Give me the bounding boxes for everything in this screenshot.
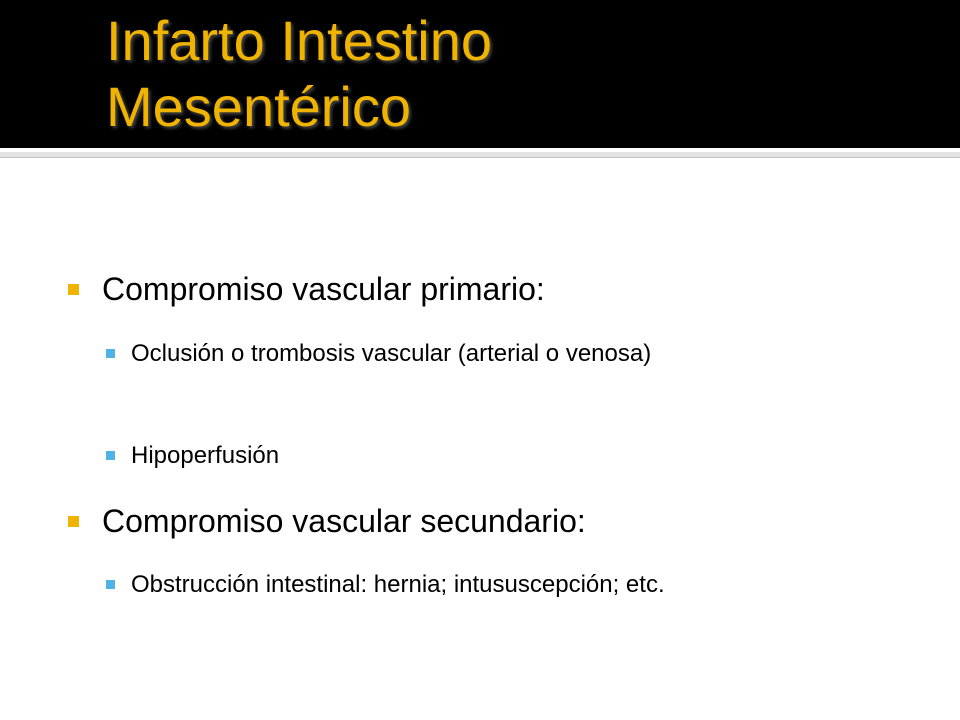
square-sub-bullet-icon: [106, 451, 115, 460]
square-sub-bullet-icon: [106, 580, 115, 589]
square-bullet-icon: [68, 284, 79, 295]
slide-title-line-2: Mesentérico: [106, 75, 412, 138]
bullet-item-2: Compromiso vascular secundario:: [102, 503, 586, 539]
square-sub-bullet-icon: [106, 349, 115, 358]
sub-bullet-item-1-1: Oclusión o trombosis vascular (arterial o venosa): [131, 340, 652, 367]
sub-bullet-item-1-2: Hipoperfusión: [131, 442, 280, 469]
square-bullet-icon: [68, 516, 79, 527]
sub-bullet-item-2-1: Obstrucción intestinal: hernia; intususcepción; etc.: [131, 571, 665, 598]
slide-title-line-1: Infarto Intestino: [106, 9, 493, 72]
bullet-item-1: Compromiso vascular primario:: [102, 271, 545, 307]
